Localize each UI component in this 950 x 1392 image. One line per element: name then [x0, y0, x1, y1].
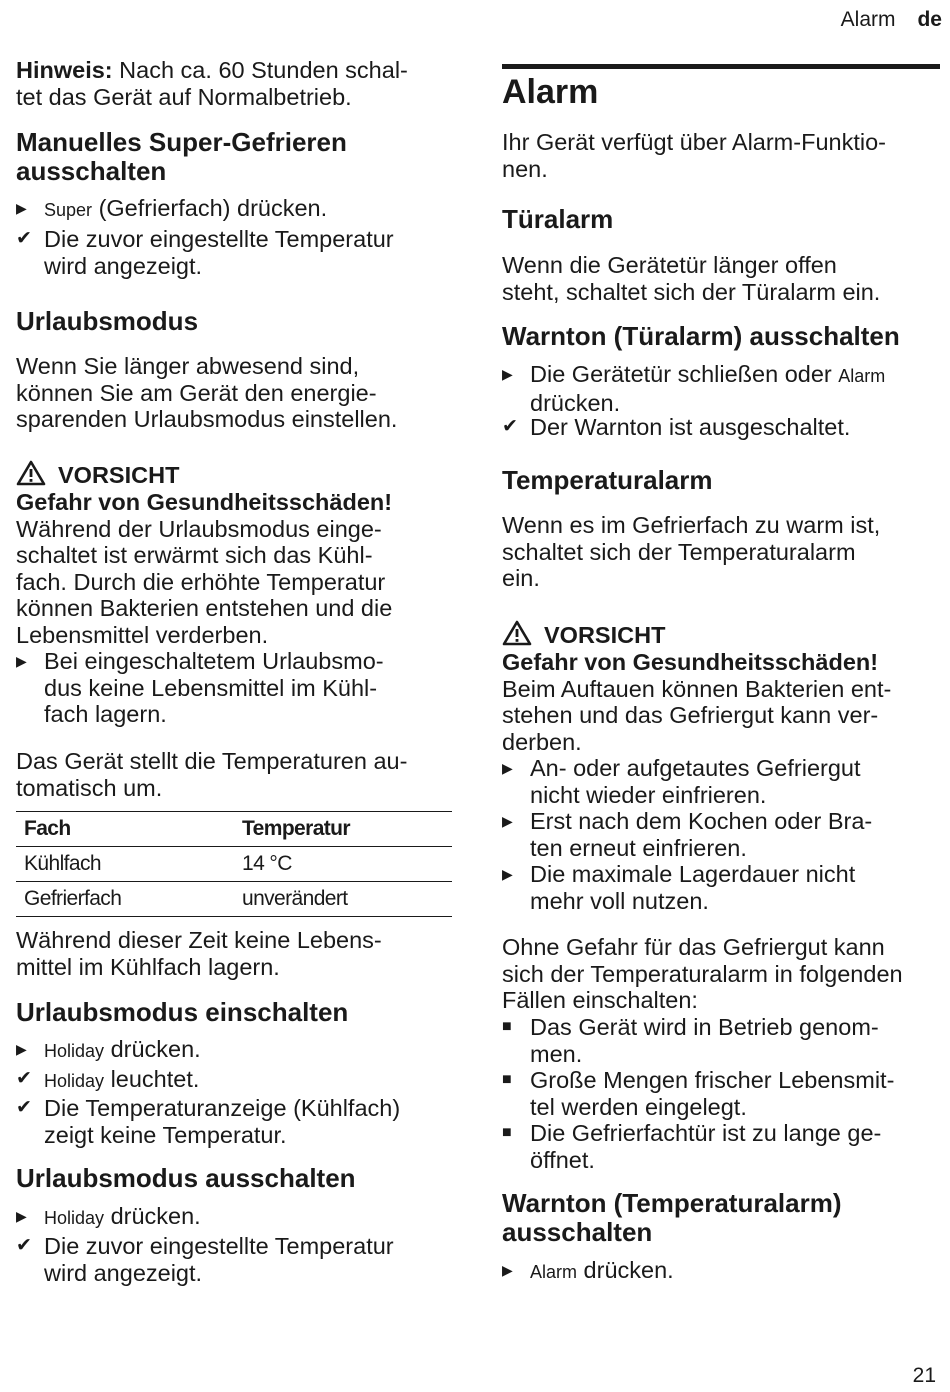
triangle-bullet-icon: ▶	[502, 760, 513, 776]
triangle-bullet-icon: ▶	[502, 1262, 513, 1278]
door-alarm-text: Wenn die Gerätetür länger offen steht, schaltet sich der Türalarm ein.	[502, 252, 881, 305]
caution-step: ▶ Bei eingeschaltetem Urlaubsmo- dus keine Lebensmittel im Kühl- fach lagern.	[16, 648, 384, 727]
heading-vacation-off: Urlaubsmodus ausschalten	[16, 1163, 356, 1193]
triangle-bullet-icon: ▶	[502, 866, 513, 882]
triangle-bullet-icon: ▶	[16, 200, 27, 216]
note-label: Hinweis:	[16, 57, 113, 83]
square-bullet-icon: ■	[502, 1071, 512, 1088]
no-danger-paragraph: Ohne Gefahr für das Gefriergut kann sich der Temperaturalarm in folgenden Fällen einschalten:	[502, 934, 903, 1013]
square-bullet-icon: ■	[502, 1018, 512, 1035]
table-cell: Gefrierfach	[24, 887, 122, 910]
alarm-key-label: Alarm	[530, 1262, 578, 1282]
caution-text: Gefahr von Gesundheitsschäden! Beim Auftauen können Bakterien ent- stehen und das Gefriergut kann ver- derben.	[502, 649, 940, 755]
heading-vacation-mode: Urlaubsmodus	[16, 306, 199, 336]
section-rule	[502, 64, 940, 69]
heading-door-alarm: Türalarm	[502, 204, 614, 234]
page-header	[841, 8, 942, 32]
check-icon: ✔	[16, 1097, 32, 1118]
warning-triangle-icon	[502, 620, 532, 646]
triangle-bullet-icon: ▶	[16, 653, 27, 669]
result-item: ✔ Die zuvor eingestellte Temperatur wird angezeigt.	[16, 1233, 394, 1286]
table-header: Fach	[24, 817, 71, 840]
caution-headline: Gefahr von Gesundheitsschäden!	[16, 489, 393, 515]
auto-temperature-paragraph: Das Gerät stellt die Temperaturen au- tomatisch um.	[16, 748, 408, 801]
table-row	[16, 846, 452, 881]
caution-heading: VORSICHT	[502, 620, 665, 649]
result-item: ✔ Die Temperaturanzeige (Kühlfach) zeigt keine Temperatur.	[16, 1095, 401, 1148]
caution-step: ▶ Die maximale Lagerdauer nicht mehr voll nutzen.	[502, 861, 856, 914]
list-item: ■ Große Mengen frischer Lebensmit- tel werden eingelegt.	[502, 1067, 895, 1120]
table-row	[16, 881, 452, 916]
square-bullet-icon: ■	[502, 1124, 512, 1141]
holiday-key-label: Holiday	[44, 1208, 105, 1228]
list-item: ■ Das Gerät wird in Betrieb genom- men.	[502, 1014, 879, 1067]
holiday-key-label: Holiday	[44, 1041, 105, 1061]
note-paragraph: Hinweis: Nach ca. 60 Stunden schal- tet das Gerät auf Normalbetrieb.	[16, 57, 408, 110]
temperature-table	[16, 811, 452, 917]
table-cell: unverändert	[242, 887, 348, 910]
caution-step: ▶ Erst nach dem Kochen oder Bra- ten erneut einfrieren.	[502, 808, 873, 861]
result-item: ✔ Die zuvor eingestellte Temperatur wird angezeigt.	[16, 226, 394, 279]
step-item: ▶ Super (Gefrierfach) drücken.	[16, 195, 328, 221]
check-icon: ✔	[16, 1235, 32, 1256]
check-icon: ✔	[16, 228, 32, 249]
table-cell: Kühlfach	[24, 852, 101, 875]
step-item: ▶ Alarm drücken.	[502, 1257, 674, 1283]
check-icon: ✔	[16, 1068, 32, 1089]
warning-triangle-icon	[16, 460, 46, 486]
language-code: de	[917, 8, 942, 31]
caution-heading: VORSICHT	[16, 460, 179, 489]
list-item: ■ Die Gefrierfachtür ist zu lange ge- öffnet.	[502, 1120, 882, 1173]
result-item: ✔ Holiday leuchtet.	[16, 1066, 200, 1092]
alarm-key-label: Alarm	[838, 366, 886, 386]
table-header: Temperatur	[242, 817, 350, 840]
heading-alarm: Alarm	[502, 73, 599, 111]
table-header-row	[16, 812, 452, 846]
triangle-bullet-icon: ▶	[16, 1208, 27, 1224]
table-cell: 14 °C	[242, 852, 292, 875]
result-item: ✔ Der Warnton ist ausgeschaltet.	[502, 414, 851, 440]
heading-temperature-alarm-off: Warnton (Temperaturalarm) ausschalten	[502, 1188, 842, 1247]
triangle-bullet-icon: ▶	[502, 366, 513, 382]
caution-text: Gefahr von Gesundheitsschäden! Während der Urlaubsmodus einge- schaltet ist erwärmt sich das Kühl- fach. Durch die erhöhte Temperatur können Bakterien entstehen und die Lebensmittel verderben.	[16, 489, 452, 648]
heading-door-alarm-off: Warnton (Türalarm) ausschalten	[502, 321, 900, 351]
caution-step: ▶ An- oder aufgetautes Gefriergut nicht wieder einfrieren.	[502, 755, 861, 808]
check-icon: ✔	[502, 416, 518, 437]
temperature-alarm-text: Wenn es im Gefrierfach zu warm ist, schaltet sich der Temperaturalarm ein.	[502, 512, 881, 591]
after-table-paragraph: Während dieser Zeit keine Lebens- mittel im Kühlfach lagern.	[16, 927, 382, 980]
step-item: ▶ Holiday drücken.	[16, 1203, 201, 1229]
heading-temperature-alarm: Temperaturalarm	[502, 465, 713, 495]
heading-manual-super-freeze-off: Manuelles Super-Gefrieren ausschalten	[16, 127, 347, 186]
super-key-label: Super	[44, 200, 93, 220]
holiday-key-label: Holiday	[44, 1071, 105, 1091]
step-item: ▶ Die Gerätetür schließen oder Alarm drücken.	[502, 361, 886, 416]
heading-vacation-on: Urlaubsmodus einschalten	[16, 997, 349, 1027]
triangle-bullet-icon: ▶	[502, 813, 513, 829]
alarm-intro: Ihr Gerät verfügt über Alarm-Funktio- nen.	[502, 129, 886, 182]
step-item: ▶ Holiday drücken.	[16, 1036, 201, 1062]
section-name: Alarm	[840, 8, 896, 31]
vacation-intro: Wenn Sie länger abwesend sind, können Sie am Gerät den energie- sparenden Urlaubsmodus einstellen.	[16, 353, 398, 432]
caution-headline: Gefahr von Gesundheitsschäden!	[502, 649, 879, 675]
triangle-bullet-icon: ▶	[16, 1041, 27, 1057]
page-number: 21	[912, 1364, 936, 1387]
